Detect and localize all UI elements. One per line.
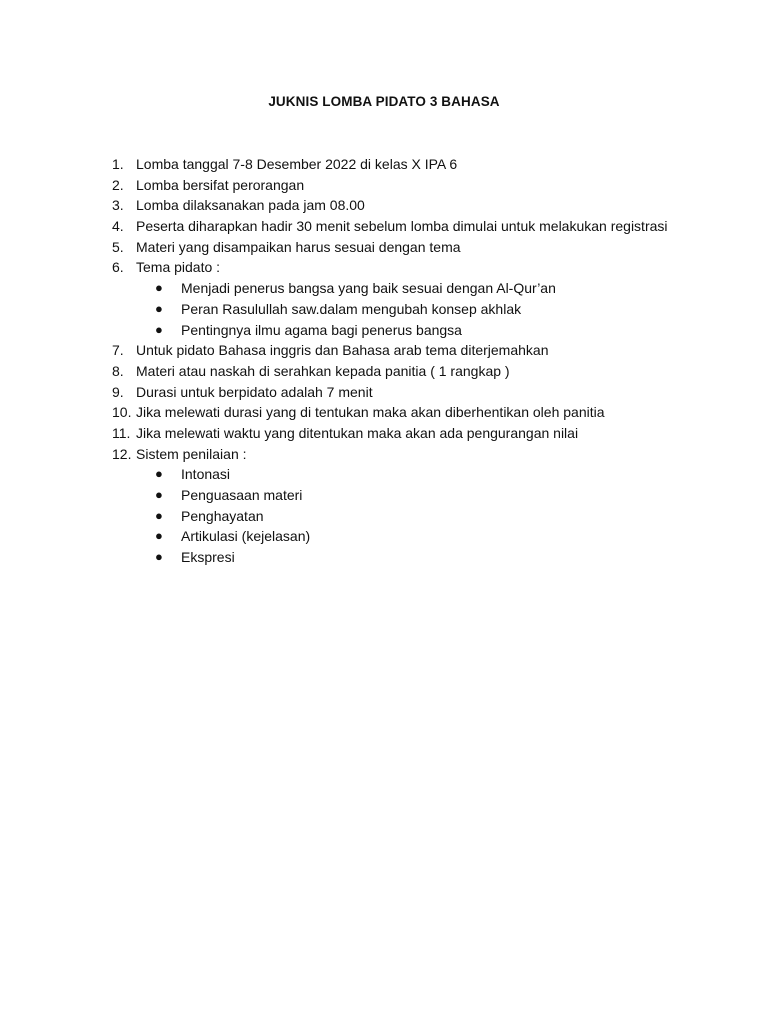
item-number: 4. (112, 218, 124, 235)
bullet-icon: ● (155, 321, 163, 337)
tema-bullet-item (112, 320, 732, 341)
item-number: 2. (112, 176, 124, 193)
item-text: Jika melewati durasi yang di tentukan maka akan diberhentikan oleh panitia (136, 404, 605, 421)
item-text: Jika melewati waktu yang ditentukan maka akan ada pengurangan nilai (136, 424, 579, 441)
item-number: 12. (112, 445, 132, 462)
bullet-text: Intonasi (181, 466, 231, 483)
list-item (112, 216, 732, 237)
tema-bullet-item (112, 278, 732, 299)
item-number: 8. (112, 362, 124, 379)
bullet-text: Artikulasi (kejelasan) (181, 528, 311, 545)
list-item (112, 237, 732, 258)
list-item (112, 257, 732, 278)
bullet-text: Pentingnya ilmu agama bagi penerus bangsa (181, 321, 462, 338)
penilaian-bullet-item (112, 464, 732, 485)
item-number: 7. (112, 342, 124, 359)
bullet-icon: ● (155, 466, 163, 482)
item-text: Lomba bersifat perorangan (136, 176, 305, 193)
item-text: Tema pidato : (136, 259, 221, 276)
rules-list (112, 154, 732, 568)
item-number: 6. (112, 259, 124, 276)
item-text: Lomba dilaksanakan pada jam 08.00 (136, 197, 365, 214)
item-text: Lomba tanggal 7-8 Desember 2022 di kelas X IPA 6 (136, 156, 458, 172)
list-item (112, 382, 732, 403)
penilaian-bullet-item (112, 485, 732, 506)
bullet-icon: ● (155, 487, 163, 502)
item-number: 3. (112, 197, 124, 214)
item-number: 1. (112, 156, 124, 172)
item-number: 9. (112, 383, 124, 400)
penilaian-bullet-item (112, 547, 732, 568)
item-number: 5. (112, 238, 124, 255)
penilaian-bullet-item (112, 526, 732, 547)
list-item (112, 195, 732, 216)
bullet-icon: ● (155, 300, 163, 316)
item-text: Materi atau naskah di serahkan kepada panitia ( 1 rangkap ) (136, 362, 510, 379)
item-text: Durasi untuk berpidato adalah 7 menit (136, 383, 373, 400)
list-item (112, 402, 732, 423)
bullet-icon: ● (155, 528, 163, 544)
list-item (112, 361, 732, 382)
item-text: Materi yang disampaikan harus sesuai dengan tema (136, 238, 461, 255)
penilaian-bullet-item (112, 506, 732, 527)
bullet-text: Menjadi penerus bangsa yang baik sesuai dengan Al-Qur’an (181, 280, 556, 297)
list-item (112, 154, 732, 175)
bullet-icon: ● (155, 507, 163, 523)
bullet-icon: ● (155, 549, 163, 565)
bullet-text: Peran Rasulullah saw.dalam mengubah konsep akhlak (181, 300, 522, 317)
item-text: Peserta diharapkan hadir 30 menit sebelum lomba dimulai untuk melakukan registrasi (136, 218, 668, 235)
list-item (112, 423, 732, 444)
item-number: 10. (112, 404, 132, 421)
bullet-text: Penghayatan (181, 507, 264, 524)
tema-bullet-item (112, 299, 732, 320)
bullet-text: Penguasaan materi (181, 487, 303, 503)
bullet-icon: ● (155, 280, 163, 296)
document-title: JUKNIS LOMBA PIDATO 3 BAHASA (268, 94, 500, 109)
list-item (112, 175, 732, 196)
item-text: Sistem penilaian : (136, 445, 247, 462)
list-item (112, 340, 732, 361)
item-text: Untuk pidato Bahasa inggris dan Bahasa arab tema diterjemahkan (136, 342, 549, 359)
item-number: 11. (112, 424, 131, 441)
bullet-text: Ekspresi (181, 549, 235, 566)
list-item (112, 444, 732, 465)
